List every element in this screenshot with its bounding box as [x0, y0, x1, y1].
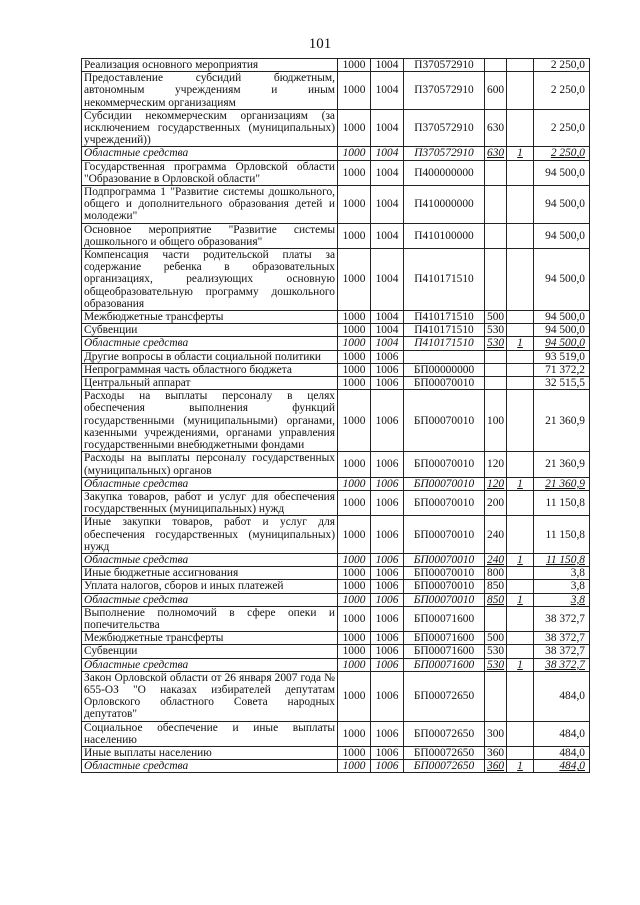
row-funding-source: [507, 645, 534, 658]
row-target-article: БП00000000: [404, 363, 485, 376]
row-target-article: БП00071600: [404, 606, 485, 631]
row-section-code: 1000: [338, 324, 371, 337]
row-funding-source: [507, 249, 534, 311]
row-name: Субвенции: [82, 324, 338, 337]
row-amount: 484,0: [534, 746, 590, 759]
table-row: [82, 377, 590, 390]
row-expense-type: [485, 377, 507, 390]
row-expense-type: 200: [485, 490, 507, 515]
row-funding-source: [507, 390, 534, 452]
row-name: Государственная программа Орловской области "Образование в Орловской области": [82, 160, 338, 185]
row-section-code: 1000: [338, 632, 371, 645]
row-expense-type: [485, 671, 507, 721]
table-row: [82, 553, 590, 566]
row-amount: 94 500,0: [534, 324, 590, 337]
row-subsection-code: 1004: [371, 186, 404, 224]
row-expense-type: [485, 606, 507, 631]
row-name: Областные средства: [82, 147, 338, 160]
row-name: Уплата налогов, сборов и иных платежей: [82, 580, 338, 593]
row-name: Социальное обеспечение и иные выплаты населению: [82, 721, 338, 746]
row-funding-source: [507, 377, 534, 390]
row-amount: 94 500,0: [534, 311, 590, 324]
row-funding-source: 1: [507, 477, 534, 490]
row-funding-source: 1: [507, 658, 534, 671]
row-amount: 38 372,7: [534, 645, 590, 658]
row-section-code: 1000: [338, 553, 371, 566]
row-target-article: БП00072650: [404, 746, 485, 759]
row-section-code: 1000: [338, 223, 371, 248]
budget-table-body: [82, 59, 590, 773]
row-subsection-code: 1004: [371, 223, 404, 248]
row-subsection-code: 1006: [371, 350, 404, 363]
row-name: Расходы на выплаты персоналу в целях обеспечения выполнения функций государственными (муниципальными) органами, казенными учреждениями, органами управления государственными внебюджетными фондами: [82, 390, 338, 452]
row-subsection-code: 1006: [371, 452, 404, 477]
table-row: [82, 390, 590, 452]
row-funding-source: [507, 580, 534, 593]
row-target-article: БП00070010: [404, 452, 485, 477]
row-section-code: 1000: [338, 109, 371, 147]
row-funding-source: [507, 746, 534, 759]
row-target-article: БП00072650: [404, 760, 485, 773]
row-expense-type: 500: [485, 311, 507, 324]
row-section-code: 1000: [338, 580, 371, 593]
row-section-code: 1000: [338, 606, 371, 631]
row-name: Компенсация части родительской платы за содержание ребенка в образовательных организациях, реализующих основную общеобразовательную программу дошкольного образования: [82, 249, 338, 311]
row-section-code: 1000: [338, 147, 371, 160]
table-row: [82, 311, 590, 324]
row-name: Непрограммная часть областного бюджета: [82, 363, 338, 376]
row-amount: 2 250,0: [534, 147, 590, 160]
table-row: [82, 632, 590, 645]
row-section-code: 1000: [338, 337, 371, 350]
row-expense-type: 530: [485, 645, 507, 658]
row-name: Областные средства: [82, 760, 338, 773]
row-subsection-code: 1006: [371, 760, 404, 773]
row-funding-source: [507, 160, 534, 185]
row-funding-source: [507, 223, 534, 248]
row-funding-source: [507, 632, 534, 645]
row-amount: 3,8: [534, 593, 590, 606]
row-name: Областные средства: [82, 593, 338, 606]
row-section-code: 1000: [338, 160, 371, 185]
row-name: Субвенции: [82, 645, 338, 658]
row-name: Областные средства: [82, 337, 338, 350]
table-row: [82, 160, 590, 185]
row-subsection-code: 1006: [371, 632, 404, 645]
row-target-article: П410000000: [404, 186, 485, 224]
row-name: Субсидии некоммерческим организациям (за исключением государственных (муниципальных) учреждений)): [82, 109, 338, 147]
row-amount: 38 372,7: [534, 632, 590, 645]
row-target-article: БП00070010: [404, 377, 485, 390]
row-amount: 2 250,0: [534, 59, 590, 72]
row-target-article: БП00071600: [404, 632, 485, 645]
row-name: Другие вопросы в области социальной политики: [82, 350, 338, 363]
row-section-code: 1000: [338, 760, 371, 773]
table-row: [82, 59, 590, 72]
row-subsection-code: 1006: [371, 671, 404, 721]
row-expense-type: [485, 350, 507, 363]
row-expense-type: 240: [485, 553, 507, 566]
row-funding-source: [507, 324, 534, 337]
table-row: [82, 606, 590, 631]
row-expense-type: 300: [485, 721, 507, 746]
row-name: Реализация основного мероприятия: [82, 59, 338, 72]
row-funding-source: [507, 606, 534, 631]
row-section-code: 1000: [338, 249, 371, 311]
row-subsection-code: 1004: [371, 311, 404, 324]
row-section-code: 1000: [338, 377, 371, 390]
row-expense-type: [485, 59, 507, 72]
row-name: Закупка товаров, работ и услуг для обеспечения государственных (муниципальных) нужд: [82, 490, 338, 515]
row-section-code: 1000: [338, 645, 371, 658]
row-section-code: 1000: [338, 186, 371, 224]
row-amount: 2 250,0: [534, 72, 590, 110]
table-row: [82, 671, 590, 721]
row-target-article: П410171510: [404, 249, 485, 311]
row-amount: 38 372,7: [534, 658, 590, 671]
table-row: [82, 746, 590, 759]
row-amount: 11 150,8: [534, 490, 590, 515]
table-row: [82, 363, 590, 376]
row-name: Основное мероприятие "Развитие системы дошкольного и общего образования": [82, 223, 338, 248]
row-funding-source: [507, 72, 534, 110]
row-funding-source: [507, 311, 534, 324]
row-target-article: БП00070010: [404, 580, 485, 593]
row-amount: 2 250,0: [534, 109, 590, 147]
row-section-code: 1000: [338, 59, 371, 72]
row-amount: 94 500,0: [534, 337, 590, 350]
row-target-article: БП00070010: [404, 390, 485, 452]
row-section-code: 1000: [338, 671, 371, 721]
row-section-code: 1000: [338, 593, 371, 606]
row-name: Центральный аппарат: [82, 377, 338, 390]
row-funding-source: [507, 186, 534, 224]
row-funding-source: 1: [507, 760, 534, 773]
table-row: [82, 452, 590, 477]
row-expense-type: 850: [485, 580, 507, 593]
row-expense-type: 100: [485, 390, 507, 452]
page-number: 101: [308, 36, 332, 52]
row-funding-source: [507, 363, 534, 376]
row-subsection-code: 1006: [371, 516, 404, 554]
row-subsection-code: 1006: [371, 377, 404, 390]
row-amount: 484,0: [534, 721, 590, 746]
row-funding-source: [507, 452, 534, 477]
row-section-code: 1000: [338, 390, 371, 452]
row-target-article: БП00071600: [404, 658, 485, 671]
row-amount: 21 360,9: [534, 390, 590, 452]
row-subsection-code: 1006: [371, 390, 404, 452]
table-row: [82, 658, 590, 671]
row-funding-source: [507, 109, 534, 147]
row-section-code: 1000: [338, 746, 371, 759]
row-target-article: П410171510: [404, 311, 485, 324]
row-subsection-code: 1006: [371, 567, 404, 580]
row-subsection-code: 1006: [371, 490, 404, 515]
table-row: [82, 721, 590, 746]
row-target-article: П370572910: [404, 109, 485, 147]
row-subsection-code: 1006: [371, 658, 404, 671]
row-subsection-code: 1004: [371, 324, 404, 337]
row-expense-type: 530: [485, 658, 507, 671]
table-row: [82, 324, 590, 337]
row-amount: 3,8: [534, 580, 590, 593]
row-subsection-code: 1004: [371, 147, 404, 160]
row-expense-type: [485, 249, 507, 311]
table-row: [82, 249, 590, 311]
row-name: Межбюджетные трансферты: [82, 632, 338, 645]
row-subsection-code: 1004: [371, 59, 404, 72]
row-target-article: БП00072650: [404, 671, 485, 721]
row-subsection-code: 1006: [371, 746, 404, 759]
row-section-code: 1000: [338, 363, 371, 376]
row-target-article: БП00071600: [404, 645, 485, 658]
row-expense-type: 500: [485, 632, 507, 645]
row-funding-source: [507, 350, 534, 363]
table-row: [82, 109, 590, 147]
row-name: Закон Орловской области от 26 января 2007 года № 655-ОЗ "О наказах избирателей депутатам Орловского областного Совета народных депутатов": [82, 671, 338, 721]
row-target-article: П370572910: [404, 59, 485, 72]
row-subsection-code: 1006: [371, 477, 404, 490]
row-section-code: 1000: [338, 311, 371, 324]
row-funding-source: [507, 567, 534, 580]
row-expense-type: [485, 223, 507, 248]
row-amount: 484,0: [534, 671, 590, 721]
row-amount: 11 150,8: [534, 516, 590, 554]
row-expense-type: 120: [485, 452, 507, 477]
row-expense-type: [485, 186, 507, 224]
table-row: [82, 490, 590, 515]
row-funding-source: [507, 516, 534, 554]
row-target-article: П410171510: [404, 324, 485, 337]
row-target-article: БП00070010: [404, 477, 485, 490]
row-subsection-code: 1006: [371, 553, 404, 566]
row-funding-source: 1: [507, 553, 534, 566]
row-target-article: П370572910: [404, 147, 485, 160]
row-section-code: 1000: [338, 477, 371, 490]
row-name: Областные средства: [82, 477, 338, 490]
table-row: [82, 337, 590, 350]
row-expense-type: 530: [485, 337, 507, 350]
row-subsection-code: 1004: [371, 249, 404, 311]
row-subsection-code: 1004: [371, 160, 404, 185]
table-row: [82, 645, 590, 658]
row-target-article: БП00070010: [404, 490, 485, 515]
table-row: [82, 567, 590, 580]
table-row: [82, 516, 590, 554]
row-funding-source: [507, 59, 534, 72]
row-funding-source: [507, 490, 534, 515]
row-amount: 21 360,9: [534, 452, 590, 477]
row-section-code: 1000: [338, 658, 371, 671]
row-amount: 93 519,0: [534, 350, 590, 363]
row-name: Иные выплаты населению: [82, 746, 338, 759]
row-target-article: БП00072650: [404, 721, 485, 746]
row-subsection-code: 1006: [371, 721, 404, 746]
table-row: [82, 760, 590, 773]
row-subsection-code: 1006: [371, 593, 404, 606]
row-name: Подпрограмма 1 "Развитие системы дошкольного, общего и дополнительного образования детей и молодежи": [82, 186, 338, 224]
row-amount: 94 500,0: [534, 160, 590, 185]
row-funding-source: [507, 721, 534, 746]
table-row: [82, 477, 590, 490]
table-row: [82, 350, 590, 363]
row-subsection-code: 1004: [371, 337, 404, 350]
row-expense-type: 530: [485, 324, 507, 337]
row-target-article: П410171510: [404, 337, 485, 350]
row-expense-type: 850: [485, 593, 507, 606]
row-expense-type: 630: [485, 109, 507, 147]
row-target-article: П370572910: [404, 72, 485, 110]
row-section-code: 1000: [338, 567, 371, 580]
row-name: Иные закупки товаров, работ и услуг для обеспечения государственных (муниципальных) нужд: [82, 516, 338, 554]
row-subsection-code: 1006: [371, 580, 404, 593]
row-target-article: БП00070010: [404, 553, 485, 566]
row-name: Областные средства: [82, 553, 338, 566]
row-section-code: 1000: [338, 452, 371, 477]
budget-table: [81, 58, 590, 773]
row-amount: 71 372,2: [534, 363, 590, 376]
row-section-code: 1000: [338, 516, 371, 554]
row-section-code: 1000: [338, 721, 371, 746]
row-name: Межбюджетные трансферты: [82, 311, 338, 324]
row-amount: 3,8: [534, 567, 590, 580]
row-expense-type: 800: [485, 567, 507, 580]
row-funding-source: 1: [507, 147, 534, 160]
row-amount: 94 500,0: [534, 186, 590, 224]
row-funding-source: [507, 671, 534, 721]
row-expense-type: 120: [485, 477, 507, 490]
row-target-article: БП00070010: [404, 516, 485, 554]
row-subsection-code: 1006: [371, 606, 404, 631]
row-target-article: [404, 350, 485, 363]
table-row: [82, 223, 590, 248]
row-amount: 21 360,9: [534, 477, 590, 490]
row-name: Предоставление субсидий бюджетным, автономным учреждениям и иным некоммерческим организациям: [82, 72, 338, 110]
row-subsection-code: 1006: [371, 363, 404, 376]
row-target-article: П410100000: [404, 223, 485, 248]
row-expense-type: 600: [485, 72, 507, 110]
row-name: Расходы на выплаты персоналу государственных (муниципальных) органов: [82, 452, 338, 477]
row-name: Иные бюджетные ассигнования: [82, 567, 338, 580]
table-row: [82, 147, 590, 160]
row-expense-type: [485, 363, 507, 376]
row-section-code: 1000: [338, 72, 371, 110]
row-subsection-code: 1004: [371, 72, 404, 110]
row-expense-type: 360: [485, 746, 507, 759]
row-amount: 32 515,5: [534, 377, 590, 390]
row-section-code: 1000: [338, 350, 371, 363]
row-expense-type: 630: [485, 147, 507, 160]
row-target-article: П400000000: [404, 160, 485, 185]
table-row: [82, 72, 590, 110]
row-expense-type: 240: [485, 516, 507, 554]
row-expense-type: [485, 160, 507, 185]
row-section-code: 1000: [338, 490, 371, 515]
row-name: Областные средства: [82, 658, 338, 671]
table-row: [82, 580, 590, 593]
row-expense-type: 360: [485, 760, 507, 773]
row-amount: 11 150,8: [534, 553, 590, 566]
row-amount: 484,0: [534, 760, 590, 773]
row-amount: 94 500,0: [534, 223, 590, 248]
row-subsection-code: 1006: [371, 645, 404, 658]
row-funding-source: 1: [507, 337, 534, 350]
row-amount: 94 500,0: [534, 249, 590, 311]
table-row: [82, 186, 590, 224]
row-name: Выполнение полномочий в сфере опеки и попечительства: [82, 606, 338, 631]
table-row: [82, 593, 590, 606]
row-target-article: БП00070010: [404, 593, 485, 606]
row-target-article: БП00070010: [404, 567, 485, 580]
row-amount: 38 372,7: [534, 606, 590, 631]
row-funding-source: 1: [507, 593, 534, 606]
row-subsection-code: 1004: [371, 109, 404, 147]
